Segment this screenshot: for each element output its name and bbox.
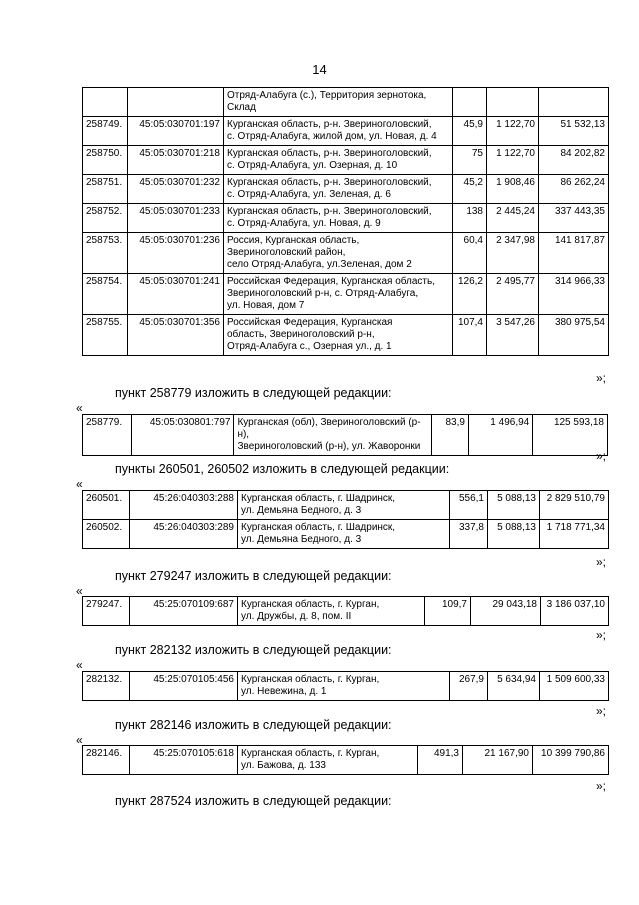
unit-price-cell: 1 496,94 (468, 415, 532, 456)
table-row (83, 672, 609, 701)
page-number: 14 (312, 62, 327, 77)
opening-quote: « (76, 401, 83, 415)
total-value-cell: 125 593,18 (533, 415, 608, 456)
amendment-paragraph: пункт 282146 изложить в следующей редакции: (115, 718, 392, 732)
address-cell: Курганская область, г. Курган, ул. Бажова, д. 133 (238, 746, 418, 775)
area-cell (453, 88, 487, 117)
amendment-paragraph: пункт 287524 изложить в следующей редакции: (115, 794, 392, 808)
row-number-cell: 258752. (83, 204, 128, 233)
row-number-cell: 282146. (83, 746, 130, 775)
row-number-cell: 258749. (83, 117, 128, 146)
area-cell: 267,9 (450, 672, 488, 701)
total-value-cell: 84 202,82 (539, 146, 609, 175)
address-cell: Курганская область, г. Курган, ул. Невежина, д. 1 (238, 672, 450, 701)
amendment-table (82, 596, 609, 626)
cadastral-number-cell (128, 88, 224, 117)
opening-quote: « (76, 477, 83, 491)
amendment-paragraph: пункт 279247 изложить в следующей редакции: (115, 569, 392, 583)
closing-quote: »; (595, 704, 606, 718)
row-number-cell: 258755. (83, 315, 128, 356)
amendment-paragraph: пункты 260501, 260502 изложить в следующей редакции: (115, 462, 450, 476)
total-value-cell (539, 88, 609, 117)
area-cell: 83,9 (431, 415, 468, 456)
amendment-table (82, 414, 608, 456)
cadastral-number-cell: 45:25:070105:618 (130, 746, 238, 775)
table-row (83, 146, 609, 175)
address-cell: Курганская область, р-н. Звериноголовский, с. Отряд-Алабуга, жилой дом, ул. Новая, д. 4 (224, 117, 453, 146)
total-value-cell: 337 443,35 (539, 204, 609, 233)
unit-price-cell: 1 122,70 (487, 146, 539, 175)
row-number-cell: 260502. (83, 520, 130, 549)
unit-price-cell: 1 908,46 (487, 175, 539, 204)
total-value-cell: 141 817,87 (539, 233, 609, 274)
address-cell: Курганская область, г. Курган, ул. Дружбы, д. 8, пом. II (238, 597, 425, 626)
cadastral-number-cell: 45:05:030701:241 (128, 274, 224, 315)
unit-price-cell: 29 043,18 (471, 597, 541, 626)
cadastral-number-cell: 45:05:030701:218 (128, 146, 224, 175)
table-row (83, 117, 609, 146)
unit-price-cell: 2 495,77 (487, 274, 539, 315)
amendment-paragraph: пункт 258779 изложить в следующей редакции: (115, 386, 392, 400)
area-cell: 337,8 (450, 520, 488, 549)
cadastral-number-cell: 45:05:030701:356 (128, 315, 224, 356)
table-row (83, 204, 609, 233)
amendment-table (82, 745, 609, 775)
cadastral-number-cell: 45:25:070109:687 (130, 597, 238, 626)
closing-quote: »; (595, 371, 606, 385)
area-cell: 45,2 (453, 175, 487, 204)
table-row (83, 274, 609, 315)
main-table (82, 87, 609, 356)
closing-quote: »; (595, 779, 606, 793)
total-value-cell: 2 829 510,79 (540, 491, 609, 520)
cadastral-number-cell: 45:05:030701:197 (128, 117, 224, 146)
cadastral-number-cell: 45:26:040303:288 (130, 491, 238, 520)
address-cell: Курганская область, р-н. Звериноголовский, с. Отряд-Алабуга, ул. Зеленая, д. 6 (224, 175, 453, 204)
row-number-cell: 258753. (83, 233, 128, 274)
total-value-cell: 86 262,24 (539, 175, 609, 204)
total-value-cell: 1 509 600,33 (540, 672, 609, 701)
cadastral-number-cell: 45:05:030801:797 (131, 415, 234, 456)
amendment-paragraph: пункт 282132 изложить в следующей редакции: (115, 643, 392, 657)
row-number-cell: 258754. (83, 274, 128, 315)
area-cell: 107,4 (453, 315, 487, 356)
address-cell: Курганская область, г. Шадринск, ул. Демьяна Бедного, д. 3 (238, 520, 450, 549)
area-cell: 556,1 (450, 491, 488, 520)
opening-quote: « (76, 733, 83, 747)
address-cell: Российская Федерация, Курганская область, Звериноголовский р-н, с. Отряд-Алабуга, ул. Новая, дом 7 (224, 274, 453, 315)
table-row (83, 520, 609, 549)
row-number-cell: 260501. (83, 491, 130, 520)
amendment-table (82, 671, 609, 701)
area-cell: 45,9 (453, 117, 487, 146)
address-cell: Курганская (обл), Звериноголовский (р-н), Звериноголовский (р-н), ул. Жаворонки (234, 415, 431, 456)
cadastral-number-cell: 45:25:070105:456 (130, 672, 238, 701)
opening-quote: « (76, 658, 83, 672)
total-value-cell: 380 975,54 (539, 315, 609, 356)
row-number-cell: 282132. (83, 672, 130, 701)
table-row (83, 88, 609, 117)
unit-price-cell: 1 122,70 (487, 117, 539, 146)
table-row (83, 746, 609, 775)
total-value-cell: 51 532,13 (539, 117, 609, 146)
unit-price-cell: 5 088,13 (488, 520, 540, 549)
closing-quote: »; (595, 555, 606, 569)
address-cell: Российская Федерация, Курганская область, Звериноголовский р-н, Отряд-Алабуга с., Озерная ул., д. 1 (224, 315, 453, 356)
cadastral-number-cell: 45:05:030701:233 (128, 204, 224, 233)
row-number-cell: 279247. (83, 597, 130, 626)
unit-price-cell: 2 347,98 (487, 233, 539, 274)
total-value-cell: 1 718 771,34 (540, 520, 609, 549)
table-row (83, 233, 609, 274)
row-number-cell: 258750. (83, 146, 128, 175)
table-row (83, 491, 609, 520)
address-cell: Курганская область, р-н. Звериноголовский, с. Отряд-Алабуга, ул. Озерная, д. 10 (224, 146, 453, 175)
area-cell: 138 (453, 204, 487, 233)
row-number-cell: 258751. (83, 175, 128, 204)
table-row (83, 175, 609, 204)
unit-price-cell: 2 445,24 (487, 204, 539, 233)
row-number-cell (83, 88, 128, 117)
total-value-cell: 10 399 790,86 (533, 746, 609, 775)
area-cell: 60,4 (453, 233, 487, 274)
table-row (83, 315, 609, 356)
table-row (83, 415, 608, 456)
address-cell: Курганская область, г. Шадринск, ул. Демьяна Бедного, д. 3 (238, 491, 450, 520)
address-cell: Россия, Курганская область, Звериноголовский район, село Отряд-Алабуга, ул.Зеленая, дом 2 (224, 233, 453, 274)
closing-quote: »; (595, 628, 606, 642)
area-cell: 126,2 (453, 274, 487, 315)
row-number-cell: 258779. (83, 415, 132, 456)
address-cell: Отряд-Алабуга (с.), Территория зернотока, Склад (224, 88, 453, 117)
cadastral-number-cell: 45:05:030701:236 (128, 233, 224, 274)
area-cell: 491,3 (418, 746, 463, 775)
address-cell: Курганская область, р-н. Звериноголовский, с. Отряд-Алабуга, ул. Новая, д. 9 (224, 204, 453, 233)
total-value-cell: 314 966,33 (539, 274, 609, 315)
opening-quote: « (76, 584, 83, 598)
table-row (83, 597, 609, 626)
area-cell: 109,7 (425, 597, 471, 626)
unit-price-cell: 3 547,26 (487, 315, 539, 356)
amendment-table (82, 490, 609, 549)
unit-price-cell: 21 167,90 (463, 746, 533, 775)
unit-price-cell: 5 634,94 (488, 672, 540, 701)
closing-quote: »; (595, 449, 606, 463)
unit-price-cell: 5 088,13 (488, 491, 540, 520)
unit-price-cell (487, 88, 539, 117)
total-value-cell: 3 186 037,10 (541, 597, 609, 626)
cadastral-number-cell: 45:05:030701:232 (128, 175, 224, 204)
area-cell: 75 (453, 146, 487, 175)
cadastral-number-cell: 45:26:040303:289 (130, 520, 238, 549)
